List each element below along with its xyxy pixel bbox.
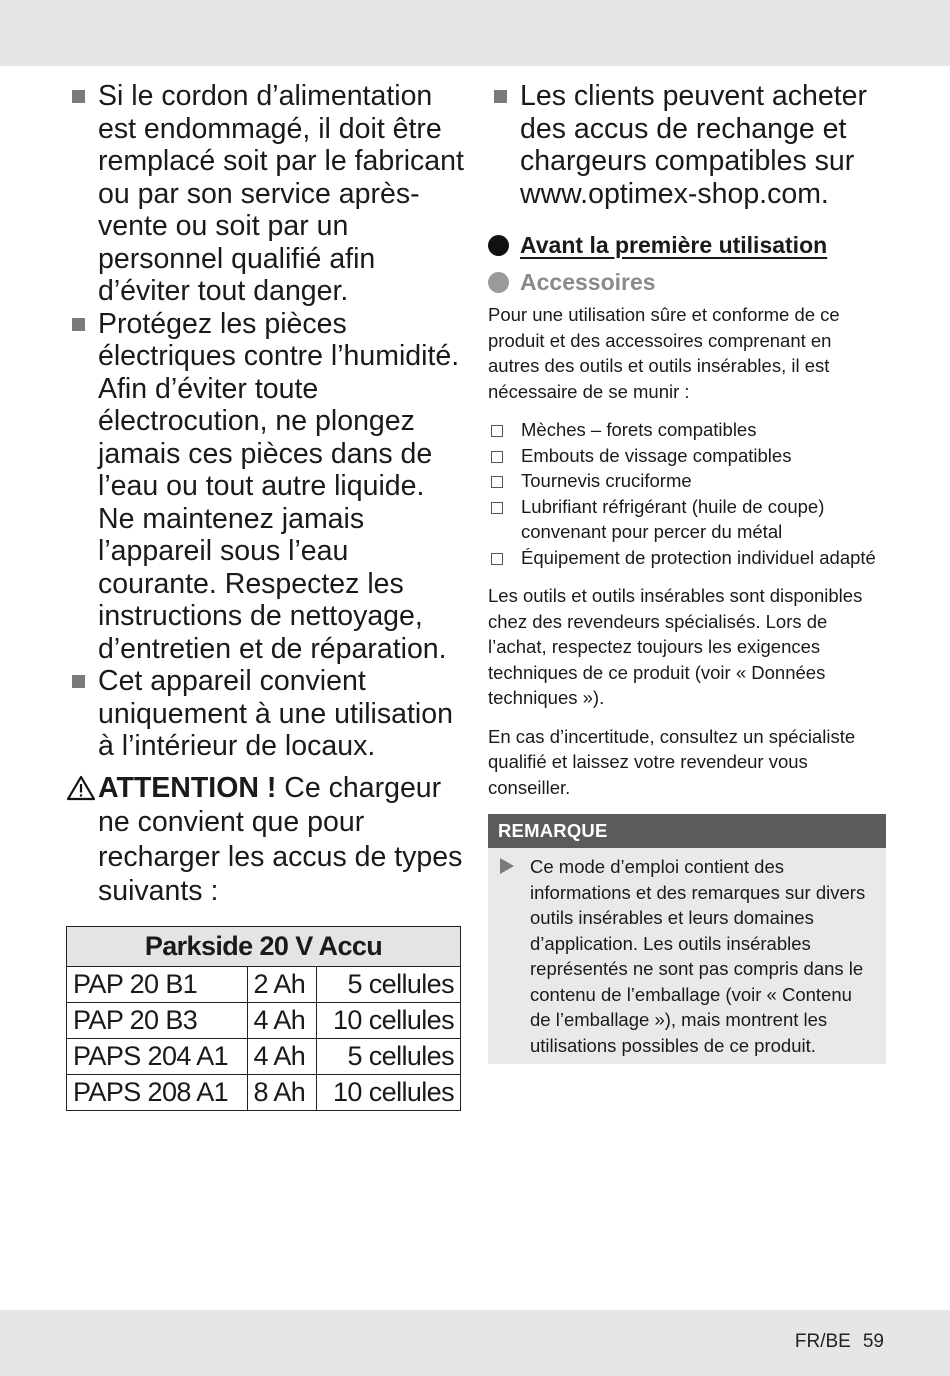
table-row (67, 1074, 461, 1110)
left-column (66, 80, 466, 1111)
list-item: Protégez les pièces électriques contre l’humidité. Afin d’éviter toute électrocution, ne plongez jamais ces pièces dans de l’eau ou tout autre liquide. Ne maintenez jamais l’appareil sous l’eau courante. Respectez les instructions de nettoyage, d’entretien et de réparation. (66, 308, 466, 666)
table-row (67, 966, 461, 1002)
list-item: Équipement de protection individuel adapté (488, 545, 886, 571)
note-body (488, 848, 886, 1064)
attention-label: ATTENTION ! (98, 771, 277, 804)
shop-bullet-list (488, 80, 886, 210)
accessory-checklist (488, 417, 886, 570)
checkbox-icon (491, 425, 503, 437)
checkbox-icon (491, 451, 503, 463)
list-item: Si le cordon d’alimentation est endommagé, il doit être remplacé soit par le fabricant ou par son service après-vente ou soit par un personnel qualifié afin d’éviter tout danger. (66, 80, 466, 308)
model-cell: PAPS 204 A1 (67, 1038, 248, 1074)
table-row (67, 1002, 461, 1038)
section-heading: Avant la première utilisation (488, 232, 886, 259)
right-column (488, 80, 886, 1064)
subsection-heading: Accessoires (488, 269, 886, 296)
warning-triangle-icon (66, 775, 96, 801)
capacity-cell: 8 Ah (247, 1074, 316, 1110)
list-item: Cet appareil convient uniquement à une utilisation à l’intérieur de locaux. (66, 665, 466, 763)
black-dot-icon (488, 235, 509, 256)
play-arrow-icon (500, 858, 514, 874)
cells-cell: 10 cellules (317, 1002, 461, 1038)
dealer-paragraph: Les outils et outils insérables sont disponibles chez des revendeurs spécialisés. Lors de l’achat, respectez toujours les exigences techniques de ce produit (voir « Données techniques »). (488, 585, 863, 708)
battery-table-header: Parkside 20 V Accu (67, 926, 461, 966)
safety-bullet-list (66, 80, 466, 763)
attention-notice (66, 771, 466, 909)
note-title: REMARQUE (488, 814, 886, 848)
square-bullet-icon (72, 90, 85, 103)
square-bullet-icon (72, 318, 85, 331)
capacity-cell: 4 Ah (247, 1002, 316, 1038)
square-bullet-icon (494, 90, 507, 103)
list-item: Les clients peuvent acheter des accus de rechange et chargeurs compatibles sur www.optimex-shop.com. (488, 80, 886, 210)
grey-dot-icon (488, 272, 509, 293)
model-cell: PAP 20 B3 (67, 1002, 248, 1038)
list-item: Embouts de vissage compatibles (488, 443, 886, 469)
intro-paragraph: Pour une utilisation sûre et conforme de ce produit et des accessoires comprenant en autres des outils et outils insérables, il est nécessaire de se munir : (488, 304, 840, 402)
cells-cell: 5 cellules (317, 966, 461, 1002)
page-footer (795, 1331, 884, 1353)
cells-cell: 5 cellules (317, 1038, 461, 1074)
table-row (67, 1038, 461, 1074)
list-item: Lubrifiant réfrigérant (huile de coupe) convenant pour percer du métal (488, 494, 886, 545)
capacity-cell: 2 Ah (247, 966, 316, 1002)
checkbox-icon (491, 476, 503, 488)
capacity-cell: 4 Ah (247, 1038, 316, 1074)
model-cell: PAP 20 B1 (67, 966, 248, 1002)
locale-label: FR/BE (794, 1331, 851, 1352)
battery-table (66, 926, 461, 1111)
list-item: Mèches – forets compatibles (488, 417, 886, 443)
page-number: 59 (862, 1331, 884, 1352)
note-box (488, 814, 886, 1064)
checkbox-icon (491, 553, 503, 565)
attention-text: Ce chargeur ne convient que pour recharger les accus de types suivants : (98, 771, 463, 907)
checkbox-icon (491, 502, 503, 514)
advice-paragraph: En cas d’incertitude, consultez un spécialiste qualifié et laissez votre revendeur vous conseiller. (488, 725, 856, 798)
model-cell: PAPS 208 A1 (67, 1074, 248, 1110)
list-item: Tournevis cruciforme (488, 468, 886, 494)
square-bullet-icon (72, 675, 85, 688)
top-band (0, 0, 950, 66)
cells-cell: 10 cellules (317, 1074, 461, 1110)
note-text: Ce mode d’emploi contient des informations et des remarques sur divers outils insérables et leurs domaines d’application. Les outils insérables représentés ne sont pas compris dans le contenu de l’emballage (voir « Contenu de l’emballage »), mais montrent les utilisations possibles de ce produit. (530, 856, 866, 1056)
